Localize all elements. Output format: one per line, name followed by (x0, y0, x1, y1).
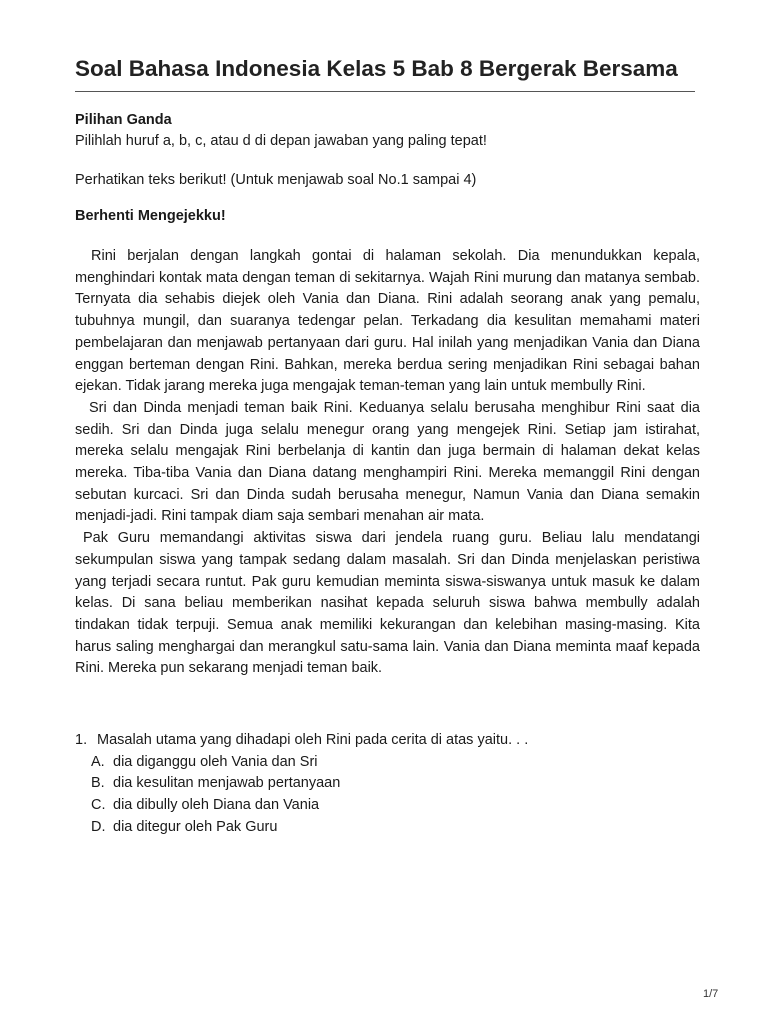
story-paragraph: Rini berjalan dengan langkah gontai di halaman sekolah. Dia menundukkan kepala, menghindari kontak mata dengan teman di sekitarnya. Wajah Rini murung dan matanya sembab. Ternyata dia sehabis diejek oleh Vania dan Diana. Rini adalah seorang anak yang pemalu, tubuhnya mungil, dan suaranya tedengar pelan. Terkadang dia kesulitan memahami materi pembelajaran dan menjawab pertanyaan dari guru. Hal inilah yang menjadikan Vania dan Diana enggan berteman dengan Rini. Bahkan, mereka berdua sering menjadikan Rini sebagai bahan ejekan. Tidak jarang mereka juga mengajak teman-teman yang lain untuk membully Rini. (75, 248, 700, 395)
question-1 (75, 730, 695, 839)
answer-option-b (75, 773, 695, 795)
story-body (75, 246, 700, 680)
answer-option-c (75, 795, 695, 817)
option-text: dia ditegur oleh Pak Guru (113, 818, 278, 835)
option-text: dia kesulitan menjawab pertanyaan (113, 775, 341, 792)
option-text: dia dibully oleh Diana dan Vania (113, 797, 320, 814)
instruction-text: Pilihlah huruf a, b, c, atau d di depan jawaban yang paling tepat! (75, 133, 487, 149)
option-letter: C. (91, 797, 106, 814)
title-divider (75, 91, 695, 92)
option-letter: A. (91, 753, 105, 770)
document-title: Soal Bahasa Indonesia Kelas 5 Bab 8 Bergerak Bersama (75, 56, 678, 81)
question-text: Masalah utama yang dihadapi oleh Rini pada cerita di atas yaitu. . . (97, 732, 529, 748)
answer-option-d (75, 817, 695, 839)
story-title: Berhenti Mengejekku! (75, 208, 226, 224)
question-number: 1. (75, 732, 88, 748)
answer-options (75, 752, 695, 839)
reading-note: Perhatikan teks berikut! (Untuk menjawab soal No.1 sampai 4) (75, 172, 477, 188)
story-paragraph: Pak Guru memandangi aktivitas siswa dari jendela ruang guru. Beliau lalu mendatangi sekumpulan siswa yang tampak sedang dalam masalah. Sri dan Dinda menjelaskan peristiwa yang terjadi secara runtut. Pak guru kemudian meminta siswa-siswanya untuk masuk ke dalam kelas. Di sana beliau memberikan nasihat kepada seluruh siswa bahwa membully adalah tindakan tidak terpuji. Semua anak memiliki kekurangan dan kelebihan masing-masing. Kita harus saling menghargai dan merangkul satu-sama lain. Vania dan Diana meminta maaf kepada Rini. Mereka pun sekarang menjadi teman baik. (75, 530, 700, 677)
answer-option-a (75, 752, 695, 774)
story-paragraph: Sri dan Dinda menjadi teman baik Rini. Keduanya selalu berusaha menghibur Rini saat dia sedih. Sri dan Dinda juga selalu menegur orang yang mengejek Rini. Setiap jam istirahat, mereka selalu mengajak Rini berbelanja di kantin dan juga bermain di halaman dekat kelas mereka. Tiba-tiba Vania dan Diana datang menghampiri Rini. Mereka memanggil Rini dengan sebutan kurcaci. Sri dan Dinda sudah berusaha menegur, Namun Vania dan Diana semakin menjadi-jadi. Rini tampak diam saja sembari menahan air mata. (75, 399, 700, 525)
section-heading: Pilihan Ganda (75, 112, 172, 128)
option-letter: D. (91, 818, 106, 835)
option-text: dia diganggu oleh Vania dan Sri (113, 753, 318, 770)
option-letter: B. (91, 775, 105, 792)
page-number: 1/7 (703, 988, 719, 1000)
question-stem (75, 730, 695, 752)
